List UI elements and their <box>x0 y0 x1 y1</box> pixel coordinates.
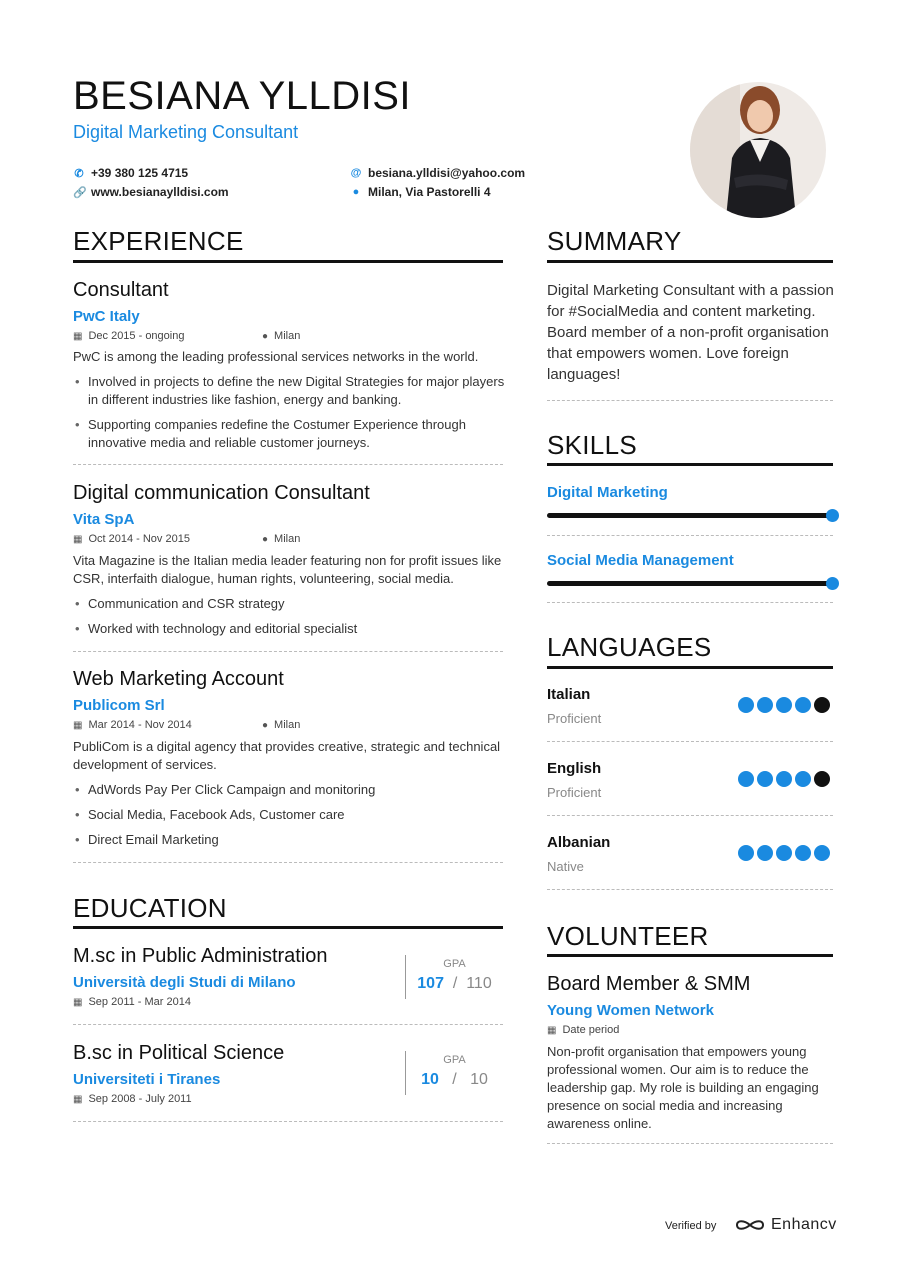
rating-dot-filled <box>795 771 811 787</box>
profile-photo <box>690 82 826 218</box>
volunteer-dates: ▦ Date period <box>547 1024 620 1036</box>
job-bullet: • Worked with technology and editorial specialist <box>73 620 505 638</box>
job-location: ● Milan <box>262 719 301 731</box>
summary-text: Digital Marketing Consultant with a passion for #SocialMedia and content marketing. Board member of a non-profit organisation that empowers women. Love foreign languages! <box>547 282 834 383</box>
divider <box>547 602 833 603</box>
skills-rule <box>547 463 833 466</box>
job-bullets <box>73 373 505 459</box>
calendar-icon: ▦ <box>73 330 83 342</box>
skill-name: Social Media Management <box>547 552 734 569</box>
address-contact <box>350 185 491 199</box>
volunteer-description: Non-profit organisation that empowers young professional women. Our aim is to reduce the leadership gap. My role is building an engaging presence on social media and increasing awareness online. <box>547 1044 819 1131</box>
rating-dot-filled <box>776 845 792 861</box>
rating-dot-filled <box>795 845 811 861</box>
gpa-value: 107 / 110 <box>417 975 492 992</box>
phone-text: +39 380 125 4715 <box>91 166 189 180</box>
rating-dot-filled <box>795 697 811 713</box>
job-dates: ▦ Mar 2014 - Nov 2014 <box>73 719 192 731</box>
phone-contact <box>73 166 188 180</box>
candidate-name: BESIANA YLLDISI <box>73 74 412 118</box>
skill-bar <box>547 581 833 586</box>
calendar-icon: ▦ <box>547 1024 557 1036</box>
language-name: English <box>547 760 602 777</box>
divider <box>73 651 503 652</box>
language-rating <box>738 697 830 713</box>
skill-bar <box>547 513 833 518</box>
job-bullets <box>73 781 505 856</box>
job-bullet: • Direct Email Marketing <box>73 831 505 849</box>
location-pin-icon: ● <box>262 719 269 731</box>
gpa-label: GPA <box>443 958 466 970</box>
degree-title: B.sc in Political Science <box>73 1042 285 1064</box>
summary-rule <box>547 260 833 263</box>
school-name: Università degli Studi di Milano <box>73 974 296 991</box>
divider <box>547 889 833 890</box>
verified-label: Verified by <box>665 1220 717 1232</box>
rating-dot-filled <box>814 845 830 861</box>
job-bullet: • Involved in projects to define the new Digital Strategies for major players in different industries like fashion, energy and banking. <box>73 373 505 409</box>
job-bullet: • AdWords Pay Per Click Campaign and monitoring <box>73 781 505 799</box>
job-bullet: • Supporting companies redefine the Costumer Experience through innovative media and reliable customer journeys. <box>73 416 505 452</box>
divider <box>73 1024 503 1025</box>
gpa-box <box>405 955 503 999</box>
school-name: Universiteti i Tiranes <box>73 1071 221 1088</box>
email-contact[interactable] <box>350 166 525 180</box>
job-bullets <box>73 595 505 645</box>
location-pin-icon: ● <box>352 186 360 198</box>
language-name: Albanian <box>547 834 611 851</box>
calendar-icon: ▦ <box>73 996 83 1008</box>
divider <box>547 815 833 816</box>
divider <box>547 741 833 742</box>
job-location: ● Milan <box>262 533 301 545</box>
divider <box>73 862 503 863</box>
language-rating <box>738 771 830 787</box>
calendar-icon: ▦ <box>73 533 83 545</box>
location-pin-icon: ● <box>262 330 269 342</box>
language-name: Italian <box>547 686 591 703</box>
volunteer-heading: VOLUNTEER <box>547 921 709 951</box>
gpa-value: 10 / 10 <box>421 1071 488 1088</box>
rating-dot-filled <box>776 697 792 713</box>
education-dates: ▦ Sep 2008 - July 2011 <box>73 1093 192 1105</box>
rating-dot-filled <box>738 845 754 861</box>
skill-bar-knob <box>826 577 839 590</box>
website-contact[interactable] <box>73 185 229 199</box>
website-text[interactable]: www.besianaylldisi.com <box>91 185 229 199</box>
enhancv-logo-icon <box>735 1217 765 1233</box>
job-location: ● Milan <box>262 330 301 342</box>
job-company: PwC Italy <box>73 308 140 325</box>
job-description: PwC is among the leading professional services networks in the world. <box>73 349 479 364</box>
job-title: Consultant <box>73 279 169 301</box>
gpa-label: GPA <box>443 1054 466 1066</box>
job-description: PubliCom is a digital agency that provides creative, strategic and technical development of services. <box>73 739 501 772</box>
language-level: Proficient <box>547 785 602 800</box>
skill-bar-knob <box>826 509 839 522</box>
education-rule <box>73 926 503 929</box>
language-level: Native <box>547 859 584 874</box>
degree-title: M.sc in Public Administration <box>73 945 328 967</box>
phone-icon: ✆ <box>74 167 84 180</box>
languages-heading: LANGUAGES <box>547 632 712 662</box>
summary-heading: SUMMARY <box>547 226 682 256</box>
link-icon: 🔗 <box>73 186 87 199</box>
education-heading: EDUCATION <box>73 893 227 923</box>
education-dates: ▦ Sep 2011 - Mar 2014 <box>73 996 191 1008</box>
rating-dot-empty <box>814 771 830 787</box>
email-text[interactable]: besiana.ylldisi@yahoo.com <box>368 166 526 180</box>
skill-name: Digital Marketing <box>547 484 668 501</box>
job-bullet: • Social Media, Facebook Ads, Customer care <box>73 806 505 824</box>
rating-dot-filled <box>757 771 773 787</box>
address-text: Milan, Via Pastorelli 4 <box>368 185 491 199</box>
job-dates: ▦ Dec 2015 - ongoing <box>73 330 185 342</box>
gpa-box <box>405 1051 503 1095</box>
divider <box>547 1143 833 1144</box>
enhancv-logo[interactable] <box>735 1216 837 1234</box>
job-company: Publicom Srl <box>73 697 165 714</box>
job-description: Vita Magazine is the Italian media leader featuring non for profit issues like CSR, interfaith dialogue, human rights, volunteering, social media. <box>73 553 502 586</box>
volunteer-rule <box>547 954 833 957</box>
language-level: Proficient <box>547 711 602 726</box>
skills-heading: SKILLS <box>547 430 637 460</box>
divider <box>73 464 503 465</box>
job-bullet: • Communication and CSR strategy <box>73 595 505 613</box>
job-title: Web Marketing Account <box>73 668 284 690</box>
job-dates: ▦ Oct 2014 - Nov 2015 <box>73 533 190 545</box>
rating-dot-filled <box>776 771 792 787</box>
calendar-icon: ▦ <box>73 719 83 731</box>
experience-rule <box>73 260 503 263</box>
divider <box>547 400 833 401</box>
volunteer-title: Board Member & SMM <box>547 973 751 995</box>
candidate-role: Digital Marketing Consultant <box>73 122 299 142</box>
location-pin-icon: ● <box>262 533 269 545</box>
job-company: Vita SpA <box>73 511 135 528</box>
enhancv-brand: Enhancv <box>771 1216 837 1233</box>
rating-dot-filled <box>757 845 773 861</box>
experience-heading: EXPERIENCE <box>73 226 244 256</box>
divider <box>547 535 833 536</box>
rating-dot-empty <box>814 697 830 713</box>
job-title: Digital communication Consultant <box>73 482 370 504</box>
at-icon: @ <box>350 167 362 179</box>
rating-dot-filled <box>757 697 773 713</box>
divider <box>73 1121 503 1122</box>
languages-rule <box>547 666 833 669</box>
language-rating <box>738 845 830 861</box>
volunteer-org: Young Women Network <box>547 1002 714 1019</box>
rating-dot-filled <box>738 771 754 787</box>
calendar-icon: ▦ <box>73 1093 83 1105</box>
rating-dot-filled <box>738 697 754 713</box>
